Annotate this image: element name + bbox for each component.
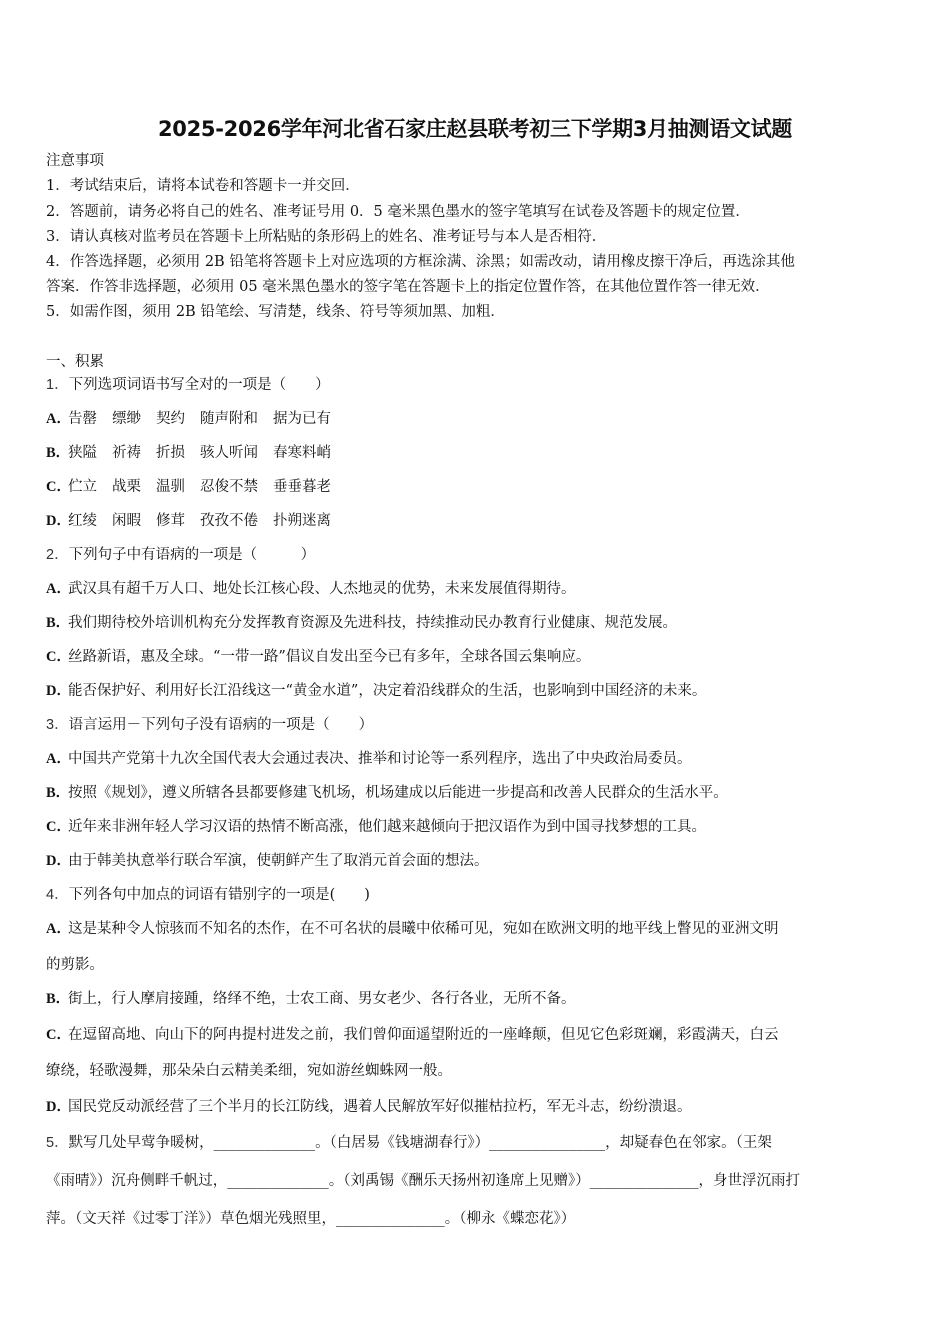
q4-option-d [46,1098,692,1116]
option-letter: D． [46,513,71,529]
option-letter: D． [46,1099,71,1115]
option-word: 闲暇 [112,513,141,529]
question-number: 3． [46,717,69,733]
question-4 [46,886,370,904]
page-title: 2025-2026学年河北省石家庄赵县联考初三下学期3月抽测语文试题 [157,117,793,141]
option-word: 红绫 [68,513,97,529]
option-text: 中国共产党第十九次全国代表大会通过表决、推举和讨论等一系列程序，选出了中央政治局委员。 [68,751,692,767]
notice-item: 1．考试结束后，请将本试卷和答题卡一并交回． [46,178,360,194]
option-letter: C． [46,819,71,835]
question-text: 默写几处早莺争暖树，______________。（白居易《钱塘湖春行》）________________，却疑春色在邻家。（王架 [68,1135,772,1151]
option-word: 战栗 [112,479,141,495]
notice-heading: 注意事项 [46,153,104,169]
question-stem: 下列各句中加点的词语有错别字的一项是( ) [68,887,370,903]
option-letter: B． [46,785,71,801]
notice-item: 4．作答选择题，必须用 2B 铅笔将答题卡上对应选项的方框涂满、涂黑；如需改动，请用橡皮擦干净后，再选涂其他 [46,254,795,270]
question-number: 4． [46,887,69,903]
q1-option-d [46,512,346,530]
option-text: 由于韩美执意举行联合军演，使朝鲜产生了取消元首会面的想法。 [68,853,489,869]
option-text: 这是某种令人惊骇而不知名的杰作，在不可名状的晨曦中依稀可见，宛如在欧洲文明的地平线上瞥见的亚洲文明 [68,921,779,937]
notice-item: 答案．作答非选择题，必须用 05 毫米黑色墨水的签字笔在答题卡上的指定位置作答，在其他位置作答一律无效． [46,279,770,295]
option-letter: C． [46,479,71,495]
option-text: 国民党反动派经营了三个半月的长江防线，遇着人民解放军好似摧枯拉朽，军无斗志，纷纷溃退。 [68,1099,692,1115]
q1-option-b [46,444,346,462]
q2-option-c [46,648,590,666]
question-5 [46,1134,772,1152]
question-2 [46,546,315,564]
notice-item: 5．如需作图，须用 2B 铅笔绘、写清楚，线条、符号等须加黑、加粗． [46,304,505,320]
option-word: 温驯 [156,479,185,495]
option-word: 忍俊不禁 [200,479,258,495]
option-letter: B． [46,615,71,631]
option-letter: C． [46,649,71,665]
q3-option-d [46,852,489,870]
option-letter: A． [46,411,71,427]
section-heading: 一、积累 [46,354,104,370]
q1-option-c [46,478,346,496]
option-letter: D． [46,853,71,869]
question-number: 1． [46,377,69,393]
option-word: 契约 [156,411,185,427]
option-letter: B． [46,445,71,461]
option-word: 扑朔迷离 [273,513,331,529]
option-text: 我们期待校外培训机构充分发挥教育资源及先进科技，持续推动民办教育行业健康、规范发展。 [68,615,677,631]
question-stem: 语言运用－下列句子没有语病的一项是（ ） [68,717,374,733]
q2-option-d [46,682,706,700]
question-5-cont: 《雨晴》）沉舟侧畔千帆过，______________。（刘禹锡《酬乐天扬州初逢席上见赠》）_______________，身世浮沉雨打 [46,1173,800,1189]
option-word: 狭隘 [68,445,97,461]
q3-option-c [46,818,706,836]
q4-option-b [46,990,576,1008]
option-word: 春寒料峭 [273,445,331,461]
notice-item: 2．答题前，请务必将自己的姓名、准考证号用 0．5 毫米黑色墨水的签字笔填写在试卷及答题卡的规定位置． [46,204,750,220]
option-word: 告罄 [68,411,97,427]
option-word: 孜孜不倦 [200,513,258,529]
option-text: 丝路新语，惠及全球。“一带一路”倡议自发出至今已有多年，全球各国云集响应。 [68,649,591,665]
option-word: 垂垂暮老 [273,479,331,495]
question-1 [46,376,330,394]
q3-option-a [46,750,692,768]
q4-option-a [46,920,779,938]
q1-option-a [46,410,346,428]
option-letter: C． [46,1027,71,1043]
q4-option-c [46,1026,779,1044]
option-word: 折损 [156,445,185,461]
question-3 [46,716,373,734]
question-number: 2． [46,547,69,563]
question-stem: 下列句子中有语病的一项是（ ） [68,547,316,563]
option-word: 据为已有 [273,411,331,427]
question-number: 5． [46,1135,69,1151]
question-5-cont: 萍。（文天祥《过零丁洋》）草色烟光残照里，_______________。（柳永《蝶恋花》） [46,1211,576,1227]
q4-option-c-cont: 缭绕，轻歌漫舞，那朵朵白云精美柔细，宛如游丝蜘蛛网一般。 [46,1063,452,1079]
option-word: 缥缈 [112,411,141,427]
option-text: 街上，行人摩肩接踵，络绎不绝，士农工商、男女老少、各行各业，无所不备。 [68,991,576,1007]
option-word: 骇人听闻 [200,445,258,461]
q3-option-b [46,784,728,802]
option-letter: A． [46,921,71,937]
question-stem: 下列选项词语书写全对的一项是（ ） [68,377,330,393]
option-text: 按照《规划》，遵义所辖各县都要修建飞机场，机场建成以后能进一步提高和改善人民群众的生活水平。 [68,785,728,801]
option-letter: A． [46,581,71,597]
option-word: 修茸 [156,513,185,529]
option-text: 近年来非洲年轻人学习汉语的热情不断高涨，他们越来越倾向于把汉语作为到中国寻找梦想的工具。 [68,819,706,835]
q2-option-a [46,580,576,598]
option-word: 随声附和 [200,411,258,427]
option-letter: B． [46,991,71,1007]
q4-option-a-cont: 的剪影。 [46,957,104,973]
option-text: 能否保护好、利用好长江沿线这一“黄金水道”，决定着沿线群众的生活，也影响到中国经济的未来。 [68,683,707,699]
option-text: 在逗留高地、向山下的阿冉提村进发之前，我们曾仰面遥望附近的一座峰颠，但见它色彩斑斓，彩霞满天，白云 [68,1027,779,1043]
option-letter: A． [46,751,71,767]
option-text: 武汉具有超千万人口、地处长江核心段、人杰地灵的优势，未来发展值得期待。 [68,581,576,597]
option-word: 伫立 [68,479,97,495]
q2-option-b [46,614,677,632]
notice-item: 3．请认真核对监考员在答题卡上所粘贴的条形码上的姓名、准考证号与本人是否相符． [46,229,607,245]
option-letter: D． [46,683,71,699]
option-word: 祈祷 [112,445,141,461]
